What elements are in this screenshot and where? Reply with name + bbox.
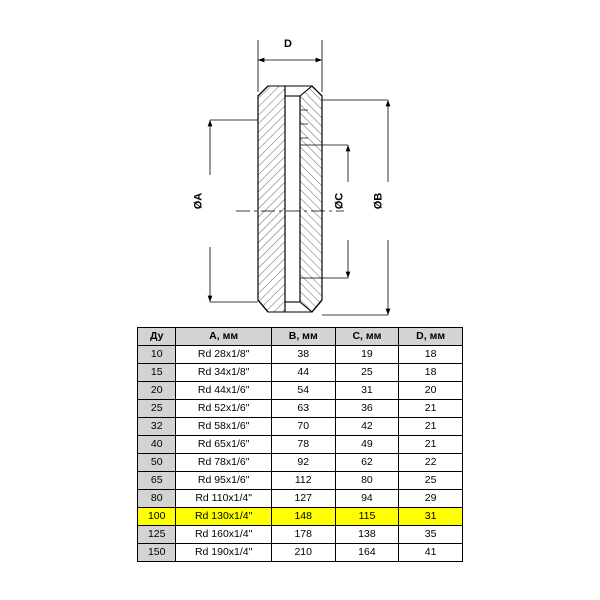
cell-du: 15	[138, 364, 176, 382]
header-d: D, мм	[399, 328, 463, 346]
cell-a: Rd 190x1/4"	[176, 544, 271, 562]
cell-d: 18	[399, 364, 463, 382]
header-a: A, мм	[176, 328, 271, 346]
table-row	[138, 346, 463, 364]
cell-a: Rd 34x1/8"	[176, 364, 271, 382]
cell-a: Rd 95x1/6"	[176, 472, 271, 490]
cell-du: 20	[138, 382, 176, 400]
table-row	[138, 454, 463, 472]
cell-d: 20	[399, 382, 463, 400]
cell-c: 31	[335, 382, 399, 400]
cell-a: Rd 130x1/4"	[176, 508, 271, 526]
cell-du: 100	[138, 508, 176, 526]
cell-b: 127	[271, 490, 335, 508]
cell-du: 80	[138, 490, 176, 508]
cell-b: 78	[271, 436, 335, 454]
cell-d: 29	[399, 490, 463, 508]
label-d: D	[284, 38, 292, 50]
spec-table-body	[138, 346, 463, 562]
cell-a: Rd 78x1/6"	[176, 454, 271, 472]
cell-du: 10	[138, 346, 176, 364]
cell-c: 36	[335, 400, 399, 418]
header-du: Ду	[138, 328, 176, 346]
cell-d: 21	[399, 418, 463, 436]
table-row	[138, 526, 463, 544]
label-dia-b: ØB	[372, 192, 385, 210]
cell-c: 115	[335, 508, 399, 526]
cell-c: 164	[335, 544, 399, 562]
cell-c: 138	[335, 526, 399, 544]
table-row	[138, 364, 463, 382]
cell-a: Rd 110x1/4"	[176, 490, 271, 508]
cell-du: 65	[138, 472, 176, 490]
cell-b: 63	[271, 400, 335, 418]
cell-a: Rd 44x1/6"	[176, 382, 271, 400]
cell-a: Rd 65x1/6"	[176, 436, 271, 454]
label-dia-a: ØA	[192, 192, 205, 210]
table-row	[138, 418, 463, 436]
cell-d: 25	[399, 472, 463, 490]
cell-c: 19	[335, 346, 399, 364]
cell-d: 41	[399, 544, 463, 562]
cell-du: 150	[138, 544, 176, 562]
cell-c: 25	[335, 364, 399, 382]
cell-a: Rd 160x1/4"	[176, 526, 271, 544]
cell-d: 21	[399, 436, 463, 454]
table-row	[138, 400, 463, 418]
cell-du: 40	[138, 436, 176, 454]
header-b: B, мм	[271, 328, 335, 346]
cell-b: 112	[271, 472, 335, 490]
cell-b: 148	[271, 508, 335, 526]
cell-c: 62	[335, 454, 399, 472]
cell-c: 49	[335, 436, 399, 454]
cell-b: 178	[271, 526, 335, 544]
label-dia-c: ØC	[333, 192, 346, 210]
cell-a: Rd 28x1/8"	[176, 346, 271, 364]
cell-d: 21	[399, 400, 463, 418]
cell-b: 38	[271, 346, 335, 364]
spec-table	[137, 327, 463, 562]
cell-du: 50	[138, 454, 176, 472]
cell-a: Rd 58x1/6"	[176, 418, 271, 436]
cell-b: 210	[271, 544, 335, 562]
table-header-row	[138, 328, 463, 346]
table-row	[138, 472, 463, 490]
cell-b: 54	[271, 382, 335, 400]
spec-table-head	[138, 328, 463, 346]
cell-d: 35	[399, 526, 463, 544]
table-row	[138, 436, 463, 454]
cell-du: 125	[138, 526, 176, 544]
cell-b: 92	[271, 454, 335, 472]
cell-c: 80	[335, 472, 399, 490]
cell-d: 22	[399, 454, 463, 472]
table-row	[138, 544, 463, 562]
header-c: C, мм	[335, 328, 399, 346]
cell-b: 44	[271, 364, 335, 382]
cell-c: 94	[335, 490, 399, 508]
table-row	[138, 508, 463, 526]
cell-du: 25	[138, 400, 176, 418]
cell-d: 31	[399, 508, 463, 526]
spec-table-wrapper	[137, 327, 463, 562]
cell-c: 42	[335, 418, 399, 436]
cell-b: 70	[271, 418, 335, 436]
dimension-dia-a	[210, 120, 258, 302]
cell-d: 18	[399, 346, 463, 364]
table-row	[138, 382, 463, 400]
cell-du: 32	[138, 418, 176, 436]
cell-a: Rd 52x1/6"	[176, 400, 271, 418]
table-row	[138, 490, 463, 508]
